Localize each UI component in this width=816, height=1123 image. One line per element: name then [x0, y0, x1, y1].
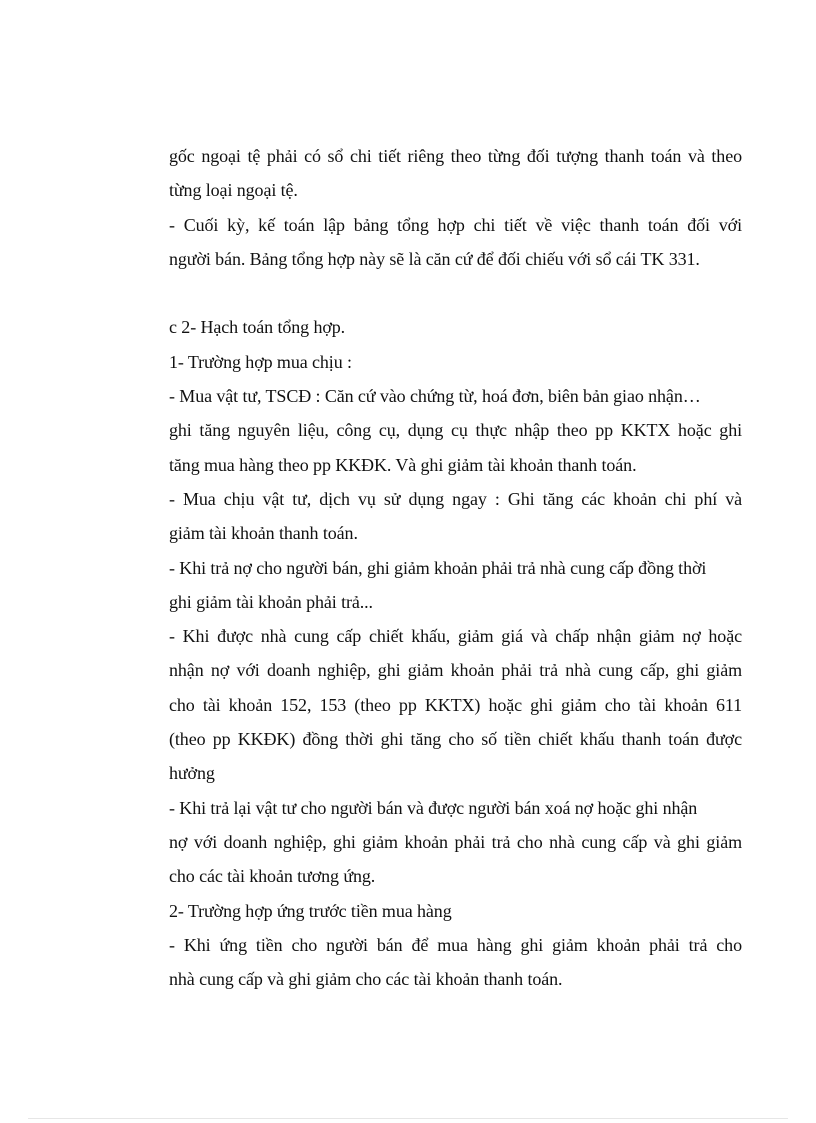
text-line: nợ với doanh nghiệp, ghi giảm khoản phải trả cho nhà cung cấp và ghi giảm — [169, 831, 742, 852]
text-line: ghi giảm tài khoản phải trả... — [169, 591, 373, 612]
text-line: từng loại ngoại tệ. — [169, 180, 298, 201]
text-line: người bán. Bảng tổng hợp này sẽ là căn cứ để đối chiếu với sổ cái TK 331. — [169, 248, 700, 269]
text-line: hưởng — [169, 763, 215, 784]
text-line: nhà cung cấp và ghi giảm cho các tài khoản thanh toán. — [169, 969, 563, 990]
section-heading: c 2- Hạch toán tổng hợp. — [169, 317, 346, 338]
text-line: - Mua vật tư, TSCĐ : Căn cứ vào chứng từ, hoá đơn, biên bản giao nhận… — [169, 386, 701, 407]
text-line: - Mua chịu vật tư, dịch vụ sử dụng ngay : Ghi tăng các khoản chi phí và — [169, 488, 742, 509]
text-line: nhận nợ với doanh nghiệp, ghi giảm khoản phải trả nhà cung cấp, ghi giảm — [169, 660, 742, 681]
text-line: - Khi trả lại vật tư cho người bán và được người bán xoá nợ hoặc ghi nhận — [169, 797, 698, 818]
paragraph-gap — [169, 276, 742, 310]
text-line: giảm tài khoản thanh toán. — [169, 523, 358, 544]
text-line: tăng mua hàng theo pp KKĐK. Và ghi giảm tài khoản thanh toán. — [169, 454, 637, 475]
text-line: gốc ngoại tệ phải có sổ chi tiết riêng theo từng đối tượng thanh toán và theo — [169, 146, 742, 166]
text-line: (theo pp KKĐK) đồng thời ghi tăng cho số tiền chiết khấu thanh toán được — [169, 729, 742, 750]
subsection-heading: 1- Trường hợp mua chịu : — [169, 351, 352, 372]
text-line: - Cuối kỳ, kế toán lập bảng tổng hợp chi tiết về việc thanh toán đối với — [169, 214, 742, 235]
subsection-heading: 2- Trường hợp ứng trước tiền mua hàng — [169, 900, 452, 921]
page-bottom-divider — [28, 1118, 788, 1119]
text-line: - Khi ứng tiền cho người bán để mua hàng ghi giảm khoản phải trả cho — [169, 934, 742, 955]
document-body — [169, 139, 742, 996]
text-line: cho tài khoản 152, 153 (theo pp KKTX) hoặc ghi giảm cho tài khoản 611 — [169, 694, 742, 715]
text-line: ghi tăng nguyên liệu, công cụ, dụng cụ thực nhập theo pp KKTX hoặc ghi — [169, 420, 742, 441]
text-line: - Khi được nhà cung cấp chiết khấu, giảm giá và chấp nhận giảm nợ hoặc — [169, 626, 742, 647]
text-line: - Khi trả nợ cho người bán, ghi giảm khoản phải trả nhà cung cấp đồng thời — [169, 557, 707, 578]
text-line: cho các tài khoản tương ứng. — [169, 866, 376, 887]
